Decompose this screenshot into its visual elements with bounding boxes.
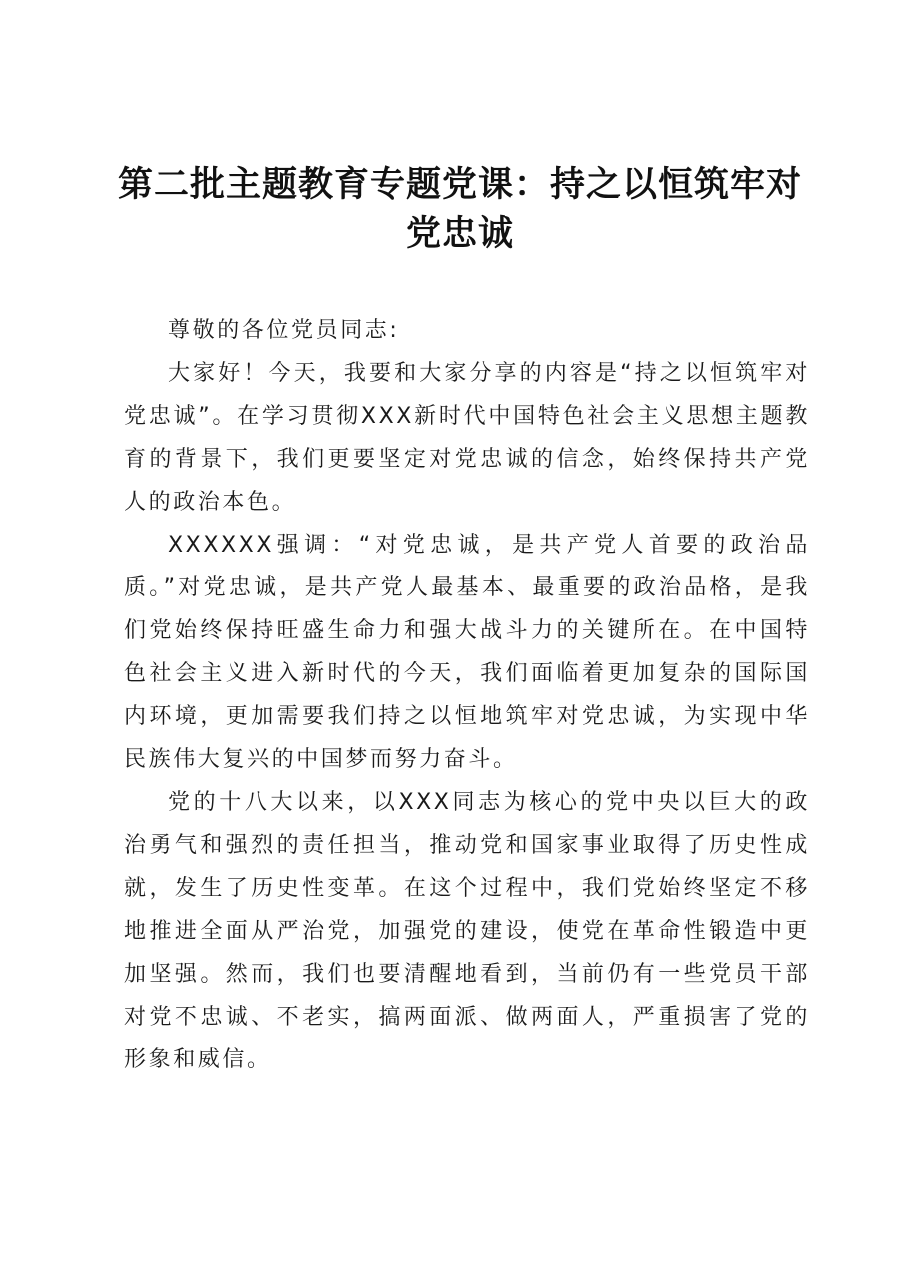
body-paragraph: XXXXXX强调：“对党忠诚，是共产党人首要的政治品质。”对党忠诚，是共产党人最基本、最重要的政治品格，是我们党始终保持旺盛生命力和强大战斗力的关键所在。在中国特色社会主义进入新时代的今天，我们面临着更加复杂的国际国内环境，更加需要我们持之以恒地筑牢对党忠诚，为实现中华民族伟大复兴的中国梦而努力奋斗。 [124, 532, 810, 773]
salutation-paragraph: 尊敬的各位党员同志: [168, 318, 400, 343]
body-paragraph: 大家好！今天，我要和大家分享的内容是“持之以恒筑牢对党忠诚”。在学习贯彻XXX新时代中国特色社会主义思想主题教育的背景下，我们更要坚定对党忠诚的信念，始终保持共产党人的政治本色。 [124, 360, 810, 515]
body-paragraph: 党的十八大以来，以XXX同志为核心的党中央以巨大的政治勇气和强烈的责任担当，推动党和国家事业取得了历史性成就，发生了历史性变革。在这个过程中，我们党始终坚定不移地推进全面从严治党，加强党的建设，使党在革命性锻造中更加坚强。然而，我们也要清醒地看到，当前仍有一些党员干部对党不忠诚、不老实，搞两面派、做两面人，严重损害了党的形象和威信。 [124, 789, 810, 1073]
document-title: 第二批主题教育专题党课：持之以恒筑牢对党忠诚 [117, 164, 802, 254]
document-body [124, 310, 810, 1082]
